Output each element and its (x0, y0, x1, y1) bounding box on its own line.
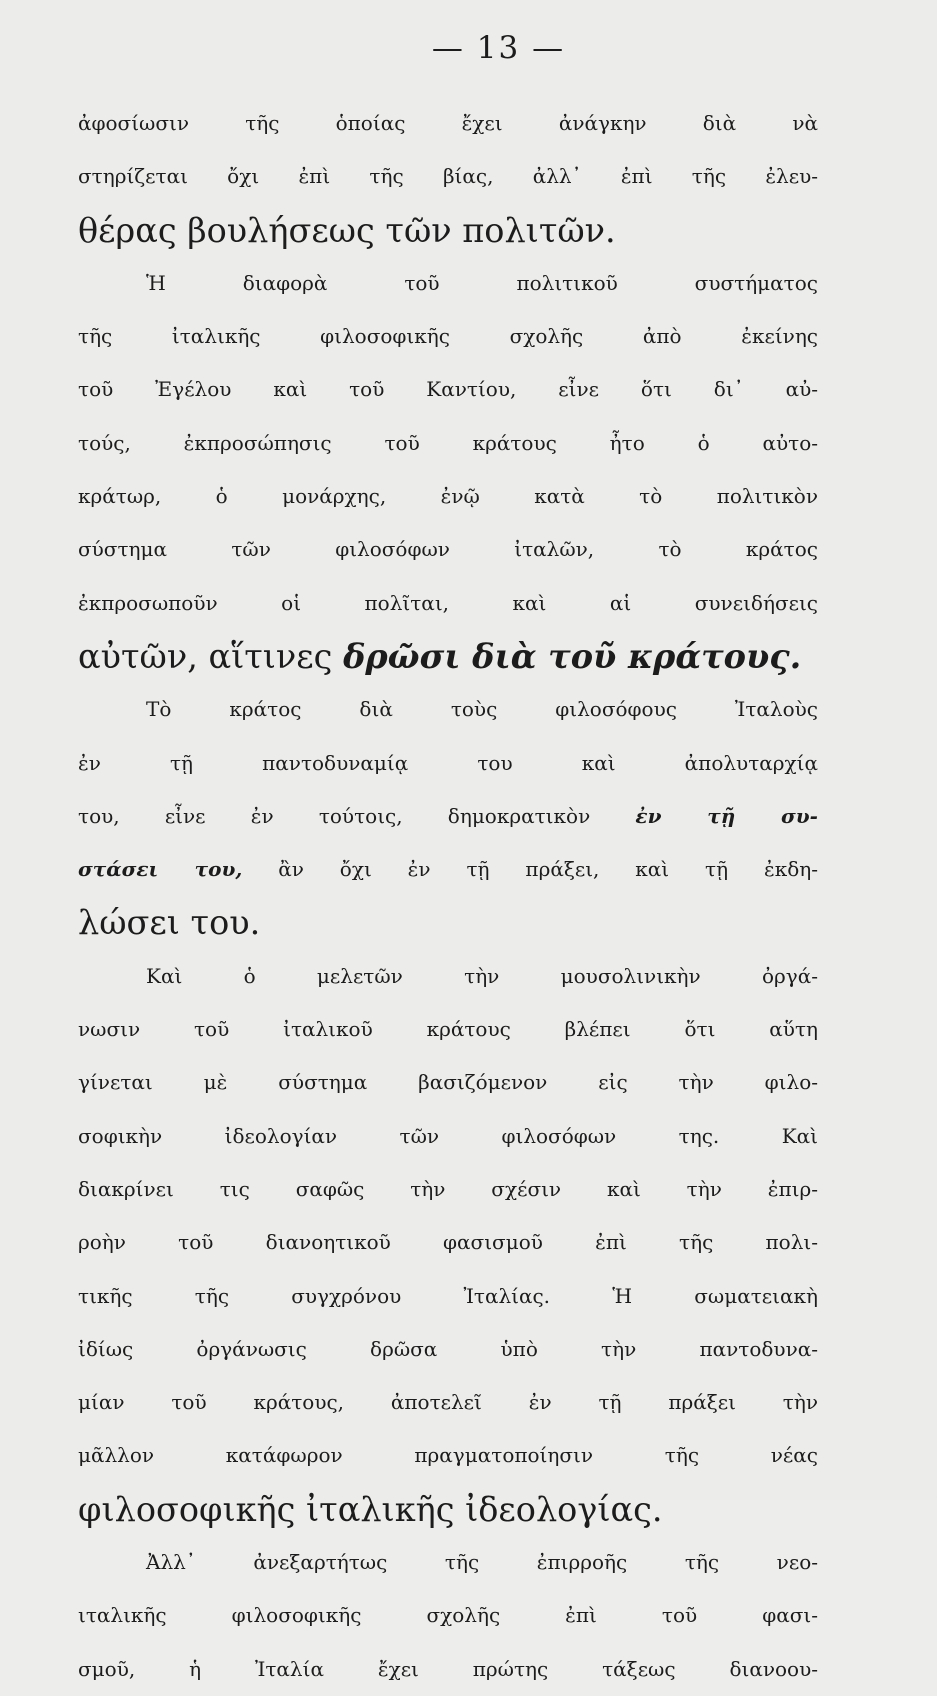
line-text: ροὴν τοῦ διανοητικοῦ φασισμοῦ ἐπὶ τῆς πολι- (78, 1230, 818, 1255)
text-line (78, 1003, 818, 1056)
line-text: στηρίζεται ὄχι ἐπὶ τῆς βίας, ἀλλ᾿ ἐπὶ τῆς ἐλευ- (78, 164, 818, 189)
page-number: — 13 — (431, 30, 566, 66)
line-text: σύστημα τῶν φιλοσόφων ἰταλῶν, τὸ κράτος (78, 537, 818, 562)
line-text: ἐν τῇ παντοδυναμίᾳ του καὶ ἀπολυταρχίᾳ (78, 750, 818, 775)
line-text: τοῦ Ἐγέλου καὶ τοῦ Καντίου, εἶνε ὅτι δι᾿ αὐ- (78, 377, 818, 402)
emphasized-text: ἐν τῇ συ- (635, 803, 818, 828)
text-line (78, 97, 818, 150)
text-line (78, 1429, 818, 1482)
line-text: αὐτῶν, αἵτινες (78, 636, 344, 676)
line-text: ιταλικῆς φιλοσοφικῆς σχολῆς ἐπὶ τοῦ φασι- (78, 1603, 818, 1628)
line-text: ἐκπροσωποῦν οἱ πολῖται, καὶ αἱ συνειδήσεις (78, 590, 818, 615)
text-line (78, 523, 818, 576)
emphasized-text: δρῶσι διὰ τοῦ κράτους. (343, 636, 802, 676)
line-text: θέρας βουλήσεως τῶν πολιτῶν. (78, 210, 616, 250)
text-line (78, 896, 818, 949)
text-line (78, 1589, 818, 1642)
line-text: μίαν τοῦ κράτους, ἀποτελεῖ ἐν τῇ πράξει τὴν (78, 1390, 818, 1415)
text-line (78, 204, 818, 257)
line-text: σμοῦ, ἡ Ἰταλία ἔχει πρώτης τάξεως διανοου- (78, 1656, 818, 1681)
text-line (78, 1216, 818, 1269)
line-text: σοφικὴν ἰδεολογίαν τῶν φιλοσόφων της. Καὶ (78, 1123, 818, 1148)
text-line (78, 1376, 818, 1429)
text-line (78, 470, 818, 523)
text-line (78, 363, 818, 416)
text-line (78, 790, 818, 843)
text-line (78, 1536, 818, 1589)
line-text: μᾶλλον κατάφωρον πραγματοποίησιν τῆς νέας (78, 1443, 818, 1468)
line-text: διακρίνει τις σαφῶς τὴν σχέσιν καὶ τὴν ἐπιρ- (78, 1176, 818, 1201)
line-text: νωσιν τοῦ ἰταλικοῦ κράτους βλέπει ὅτι αὕτη (78, 1017, 818, 1042)
text-line (78, 1270, 818, 1323)
line-text: λώσει του. (78, 903, 261, 943)
text-line (78, 417, 818, 470)
line-text: φιλοσοφικῆς ἰταλικῆς ἰδεολογίας. (78, 1489, 663, 1529)
text-line (78, 310, 818, 363)
emphasized-text: στάσει του, (78, 857, 243, 882)
text-line (78, 150, 818, 203)
line-text: γίνεται μὲ σύστημα βασιζόμενον εἰς τὴν φιλο- (78, 1070, 818, 1095)
line-text: τούς, ἐκπροσώπησις τοῦ κράτους ἦτο ὁ αὐτο- (78, 430, 818, 455)
text-line (78, 257, 818, 310)
line-text: Ἀλλ᾿ ἀνεξαρτήτως τῆς ἐπιρροῆς τῆς νεο- (146, 1550, 818, 1575)
line-text: κράτωρ, ὁ μονάρχης, ἐνῷ κατὰ τὸ πολιτικὸν (78, 484, 818, 509)
line-text: Ἡ διαφορὰ τοῦ πολιτικοῦ συστήματος (146, 270, 818, 295)
text-line (78, 737, 818, 790)
line-text: Τὸ κράτος διὰ τοὺς φιλοσόφους Ἰταλοὺς (146, 697, 818, 722)
text-line (78, 1110, 818, 1163)
line-text: τικῆς τῆς συγχρόνου Ἰταλίας. Ἡ σωματειακὴ (78, 1283, 818, 1308)
text-line (78, 1163, 818, 1216)
text-line (78, 1483, 818, 1536)
text-line (78, 577, 818, 630)
body-text (78, 97, 818, 1696)
line-text: ἂν ὄχι ἐν τῇ πράξει, καὶ τῇ ἐκδη- (242, 857, 819, 882)
line-text: του, εἶνε ἐν τούτοις, δημοκρατικὸν (78, 803, 636, 828)
text-line (78, 1056, 818, 1109)
line-text: τῆς ἰταλικῆς φιλοσοφικῆς σχολῆς ἀπὸ ἐκείνης (78, 324, 818, 349)
text-line (78, 1323, 818, 1376)
text-line (78, 683, 818, 736)
line-text: ἰδίως ὀργάνωσις δρῶσα ὑπὸ τὴν παντοδυνα- (78, 1336, 818, 1361)
text-line (78, 950, 818, 1003)
text-line (78, 1643, 818, 1696)
text-line (78, 630, 818, 683)
text-line (78, 843, 818, 896)
line-text: ἀφοσίωσιν τῆς ὁποίας ἔχει ἀνάγκην διὰ νὰ (78, 111, 818, 135)
line-text: Καὶ ὁ μελετῶν τὴν μουσολινικὴν ὀργά- (146, 963, 818, 988)
